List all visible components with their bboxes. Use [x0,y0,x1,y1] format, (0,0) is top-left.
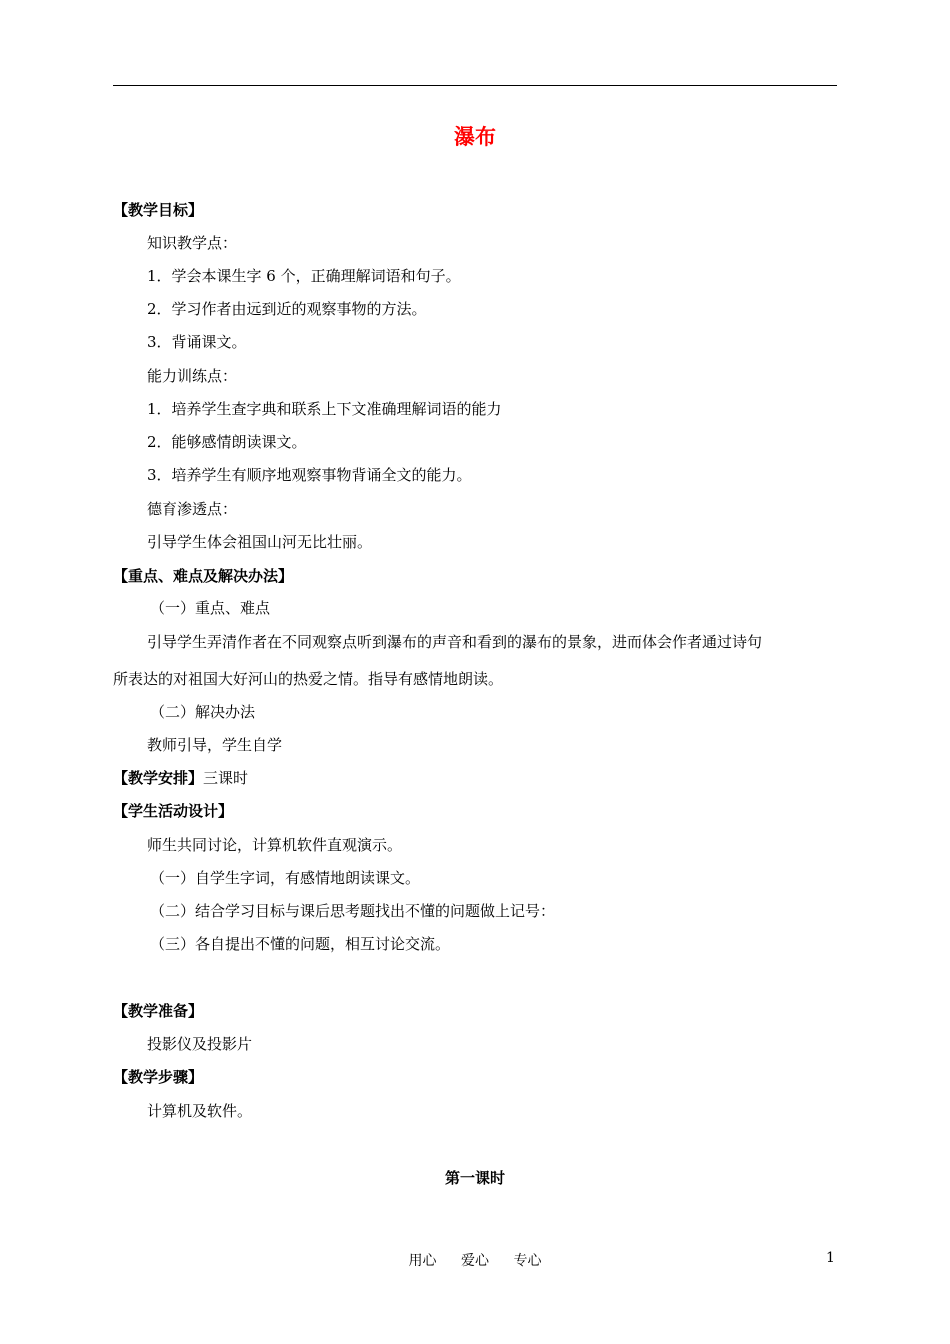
section-heading-objectives: 【教学目标】 [113,201,204,219]
page-footer [0,1250,950,1270]
key-points-sub-1: （一）重点、难点 [150,599,271,617]
activity-item-2: （二）结合学习目标与课后思考题找出不懂的问题做上记号： [150,902,556,920]
footer-word-2: 爱心 [461,1253,489,1269]
key-points-sub-2: （二）解决办法 [150,703,256,721]
activity-item-3: （三）各自提出不懂的问题，相互讨论交流。 [150,935,451,953]
moral-label: 德育渗透点： [147,500,238,518]
arrangement-value: 三课时 [203,769,249,787]
ability-item-2: 2．能够感情朗读课文。 [147,433,307,451]
section-heading-steps: 【教学步骤】 [113,1068,204,1086]
section-heading-activities: 【学生活动设计】 [113,802,234,820]
activities-intro: 师生共同讨论，计算机软件直观演示。 [147,836,403,854]
solution-text: 教师引导，学生自学 [147,736,283,754]
preparation-text: 投影仪及投影片 [147,1035,253,1053]
ability-item-3: 3．培养学生有顺序地观察事物背诵全文的能力。 [147,466,472,484]
lesson-title: 第一课时 [444,1169,505,1187]
header-rule [113,85,837,86]
arrangement-heading: 【教学安排】 [113,769,204,787]
footer-word-1: 用心 [408,1253,437,1269]
section-heading-key-points: 【重点、难点及解决办法】 [113,567,294,585]
section-heading-preparation: 【教学准备】 [113,1002,204,1020]
section-heading-arrangement [113,768,248,788]
key-points-paragraph-line-1: 引导学生弄清作者在不同观察点听到瀑布的声音和看到的瀑布的景象，进而体会作者通过诗句 [147,633,763,651]
key-points-paragraph-line-2: 所表达的对祖国大好河山的热爱之情。指导有感情地朗读。 [113,670,504,688]
page-number: 1 [826,1250,835,1266]
activity-item-1: （一）自学生字词，有感情地朗读课文。 [150,869,421,887]
moral-text: 引导学生体会祖国山河无比壮丽。 [147,533,373,551]
knowledge-item-1: 1．学会本课生字 6 个，正确理解词语和句子。 [147,267,461,285]
footer-word-3: 专心 [513,1253,542,1269]
ability-label: 能力训练点： [147,367,238,385]
knowledge-label: 知识教学点： [147,234,238,252]
knowledge-item-2: 2．学习作者由远到近的观察事物的方法。 [147,300,427,318]
knowledge-item-3: 3．背诵课文。 [147,333,247,351]
steps-text: 计算机及软件。 [147,1102,253,1120]
ability-item-1: 1．培养学生查字典和联系上下文准确理解词语的能力 [147,400,502,418]
page-title: 瀑布 [454,125,496,149]
